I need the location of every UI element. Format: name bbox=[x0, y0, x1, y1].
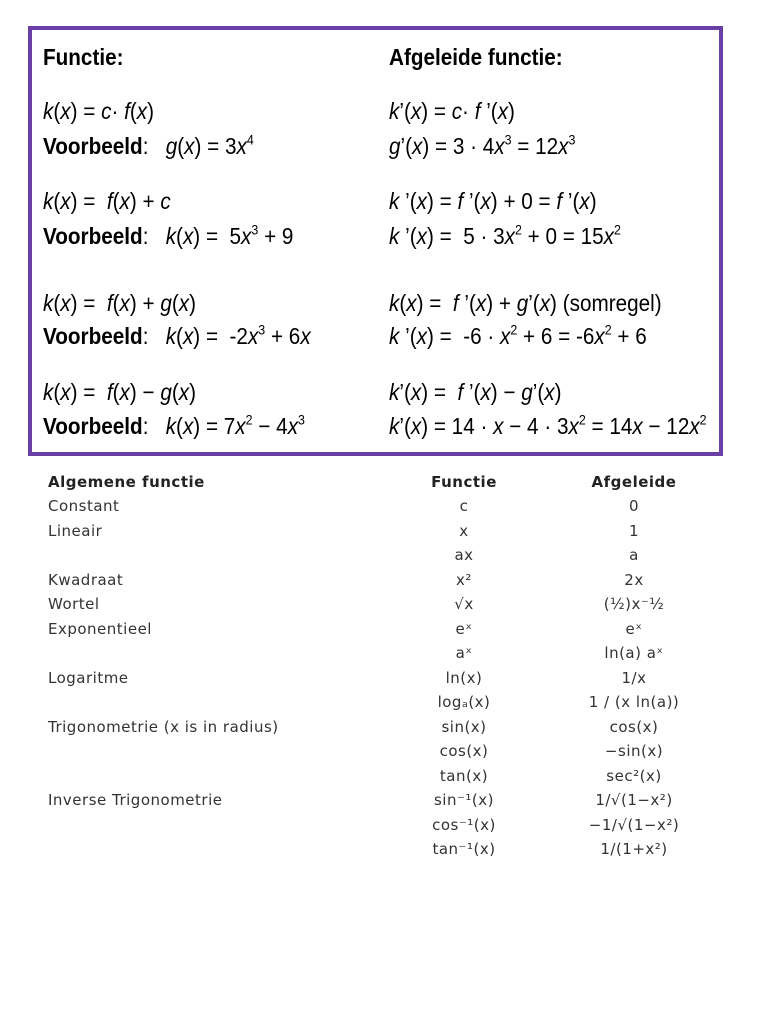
rule-3-derivative: k(x) = f ’(x) + g’(x) (somregel) bbox=[389, 290, 662, 316]
rule-2-derivative: k ’(x) = f ’(x) + 0 = f ’(x) bbox=[389, 188, 597, 214]
general-function-cell: Logaritme bbox=[48, 668, 129, 687]
derivative-cell: cos(x) bbox=[609, 717, 659, 736]
general-function-cell: Constant bbox=[48, 497, 120, 515]
general-function-cell: Trigonometrie (x is in radius) bbox=[48, 717, 279, 736]
table-header-general-function: Algemene functie bbox=[48, 473, 205, 491]
derivative-cell: 2x bbox=[624, 570, 644, 589]
rule-2-example: Voorbeeld: $k(x) = 5x^3 + 9$ bbox=[43, 222, 294, 249]
function-cell: aˣ bbox=[455, 644, 473, 662]
function-cell: cos⁻¹(x) bbox=[432, 815, 496, 834]
function-cell: x bbox=[459, 521, 469, 540]
general-function-cell: Wortel bbox=[48, 595, 100, 613]
rule-3-function: k(x) = f(x) + g(x) bbox=[43, 290, 197, 316]
rule-3-example-derivative: k ’(x) = $-6 \cdot x^2 + 6 = -6x^2 + 6$ bbox=[389, 322, 647, 349]
rule-2-example-derivative: k ’(x) = $5 \cdot 3x^2 + 0 = 15x^2$ bbox=[389, 222, 621, 249]
function-cell: c bbox=[459, 497, 469, 515]
rule-2-function: k(x) = f(x) + c bbox=[43, 188, 171, 214]
table-header-derivative: Afgeleide bbox=[591, 473, 677, 491]
function-cell: ax bbox=[454, 546, 474, 564]
function-cell: tan⁻¹(x) bbox=[432, 840, 496, 858]
derivative-cell: a bbox=[629, 546, 639, 564]
general-function-cell: Inverse Trigonometrie bbox=[48, 791, 223, 809]
derivative-cell: 1 bbox=[628, 521, 640, 540]
derivative-cell: 1/x bbox=[621, 668, 647, 687]
example-label: Voorbeeld bbox=[43, 413, 143, 439]
function-cell: tan(x) bbox=[439, 766, 489, 785]
derivative-cell: −1/√(1−x²) bbox=[588, 815, 680, 834]
rule-1-function: k(x) = c· f(x) bbox=[43, 98, 155, 124]
rule-1-example: Voorbeeld: $g(x) = 3x^4$ bbox=[43, 132, 254, 159]
derivative-cell: ln(a) aˣ bbox=[604, 644, 664, 662]
function-cell: sin(x) bbox=[441, 717, 487, 736]
derivative-cell: eˣ bbox=[625, 619, 643, 638]
rule-4-derivative: k’(x) = f ’(x) − g’(x) bbox=[389, 379, 562, 405]
derivative-cell: 1 / (x ln(a)) bbox=[588, 693, 680, 711]
derivative-cell: 0 bbox=[628, 497, 640, 515]
general-function-cell: Exponentieel bbox=[48, 619, 152, 638]
right-column-header: Afgeleide functie: bbox=[389, 44, 563, 70]
derivative-cell: 1/(1+x²) bbox=[600, 840, 668, 858]
rule-1-example-derivative: g’(x) = $3 \cdot 4x^3 = 12x^3$ bbox=[389, 132, 576, 159]
function-cell: ln(x) bbox=[445, 668, 483, 687]
derivative-rules-box bbox=[28, 26, 723, 456]
rule-4-function: k(x) = f(x) − g(x) bbox=[43, 379, 197, 405]
derivative-cell: sec²(x) bbox=[606, 766, 662, 785]
left-column-header: Functie: bbox=[43, 44, 124, 70]
example-label: Voorbeeld bbox=[43, 223, 143, 249]
example-label: Voorbeeld bbox=[43, 323, 143, 349]
example-label: Voorbeeld bbox=[43, 133, 143, 159]
function-cell: logₐ(x) bbox=[437, 693, 491, 711]
general-function-cell: Lineair bbox=[48, 521, 103, 540]
derivative-cell: (½)x⁻½ bbox=[603, 595, 665, 613]
rule-4-example: Voorbeeld: $k(x) = 7x^2 - 4x^3$ bbox=[43, 412, 305, 439]
rule-1-derivative: k’(x) = c· f ’(x) bbox=[389, 98, 515, 124]
function-cell: eˣ bbox=[455, 619, 473, 638]
rule-4-example-derivative: k’(x) = $14 \cdot x - 4 \cdot 3x^2 = 14x - 12x^2$ bbox=[389, 412, 707, 439]
general-function-cell: Kwadraat bbox=[48, 570, 124, 589]
function-cell: x² bbox=[456, 570, 472, 589]
function-cell: √x bbox=[454, 595, 474, 613]
rule-3-example: Voorbeeld: $k(x) = -2x^3 + 6x$ bbox=[43, 322, 311, 349]
function-cell: cos(x) bbox=[439, 742, 489, 760]
derivative-cell: 1/√(1−x²) bbox=[595, 791, 673, 809]
table-header-function: Functie bbox=[431, 473, 497, 491]
derivative-cell: −sin(x) bbox=[604, 742, 664, 760]
function-cell: sin⁻¹(x) bbox=[433, 791, 495, 809]
